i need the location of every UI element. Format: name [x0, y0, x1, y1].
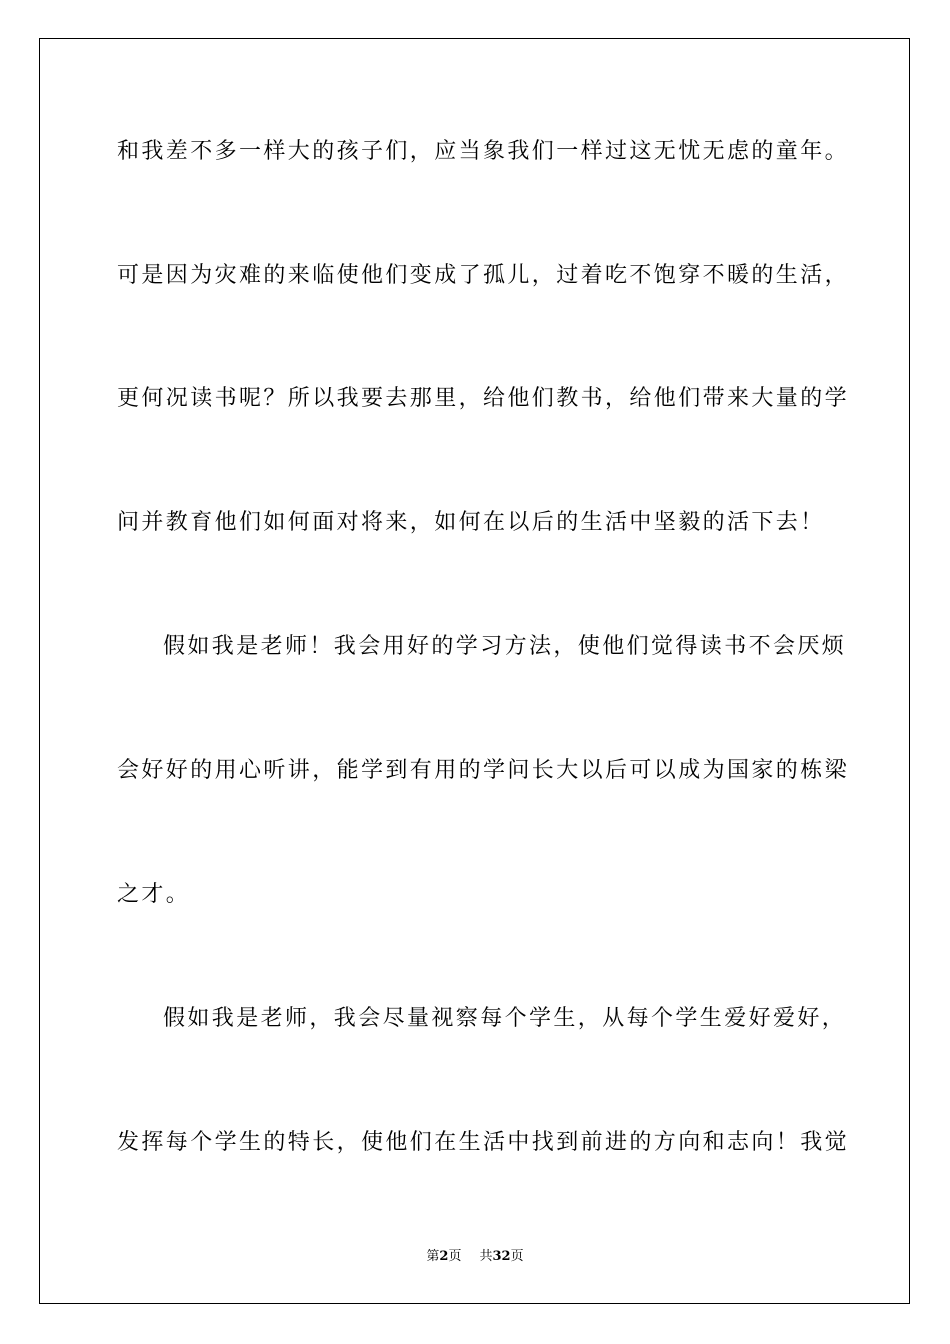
- text-line-3: 更何况读书呢？所以我要去那里，给他们教书，给他们带来大量的学: [117, 386, 850, 411]
- page-border: [39, 38, 910, 1304]
- page-footer: [0, 1248, 950, 1266]
- text-line-1: 和我差不多一样大的孩子们，应当象我们一样过这无忧无虑的童年。: [117, 139, 850, 164]
- text-line-7: 之才。: [117, 882, 191, 907]
- text-line-6: 会好好的用心听讲，能学到有用的学问长大以后可以成为国家的栋梁: [117, 758, 850, 783]
- footer-total-suffix: 页: [510, 1249, 524, 1264]
- footer-total-prefix: 共: [479, 1249, 493, 1264]
- text-line-8-paragraph-start: 假如我是老师，我会尽量视察每个学生，从每个学生爱好爱好，: [163, 1006, 847, 1031]
- text-line-4: 问并教育他们如何面对将来，如何在以后的生活中坚毅的活下去！: [117, 510, 825, 535]
- footer-total-pages: 32: [492, 1249, 511, 1264]
- text-line-2: 可是因为灾难的来临使他们变成了孤儿，过着吃不饱穿不暖的生活，: [117, 263, 850, 288]
- text-line-5-paragraph-start: 假如我是老师！我会用好的学习方法，使他们觉得读书不会厌烦: [163, 634, 847, 659]
- footer-page-suffix: 页: [448, 1249, 462, 1264]
- text-line-9: 发挥每个学生的特长，使他们在生活中找到前进的方向和志向！我觉: [117, 1130, 850, 1155]
- footer-page-prefix: 第: [426, 1249, 440, 1264]
- footer-page-number: 2: [439, 1249, 449, 1264]
